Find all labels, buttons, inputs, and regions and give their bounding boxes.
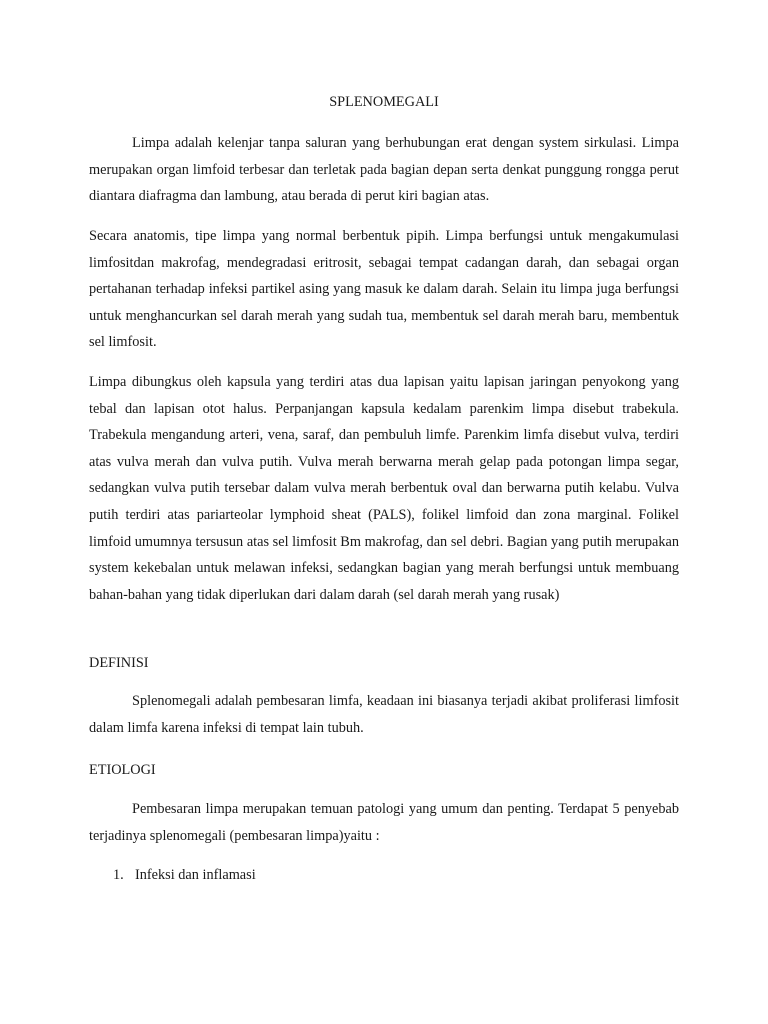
list-item: [113, 866, 256, 884]
heading-etiologi: ETIOLOGI: [89, 762, 156, 778]
paragraph-intro: Limpa adalah kelenjar tanpa saluran yang berhubungan erat dengan system sirkulasi. Limpa merupakan organ limfoid terbesar dan terletak pada bagian depan serta denkat punggung rongga perut diantara diafragma dan lambung, atau berada di perut kiri bagian atas.: [89, 135, 679, 205]
paragraph-anatomy: Secara anatomis, tipe limpa yang normal berbentuk pipih. Limpa berfungsi untuk mengakumulasi limfositdan makrofag, mendegradasi eritrosit, sebagai tempat cadangan darah, dan sebagai organ pertahanan terhadap infeksi partikel asing yang masuk ke dalam darah. Selain itu limpa juga berfungsi untuk menghancurkan sel darah merah yang sudah tua, membentuk sel darah merah baru, membentuk sel limfosit.: [89, 228, 679, 351]
list-item-number: 1.: [113, 867, 124, 883]
document-title: SPLENOMEGALI: [329, 94, 439, 110]
heading-definisi: DEFINISI: [89, 655, 149, 671]
paragraph-definisi: Splenomegali adalah pembesaran limfa, keadaan ini biasanya terjadi akibat proliferasi limfosit dalam limfa karena infeksi di tempat lain tubuh.: [89, 693, 679, 736]
paragraph-structure: Limpa dibungkus oleh kapsula yang terdiri atas dua lapisan yaitu lapisan jaringan penyokong yang tebal dan lapisan otot halus. Perpanjangan kapsula kedalam parenkim limpa disebut trabekula. Trabekula mengandung arteri, vena, saraf, dan pembuluh limfe. Parenkim limfa disebut vulva, terdiri atas vulva merah dan vulva putih. Vulva merah berwarna merah gelap pada potongan limpa segar, sedangkan vulva putih tersebar dalam vulva merah berbentuk oval dan berwarna putih kelabu. Vulva putih terdiri atas pariarteolar lymphoid sheat (PALS), folikel limfoid dan zona marginal. Folikel limfoid umumnya tersusun atas sel limfosit Bm makrofag, dan sel debri. Bagian yang putih merupakan system kekebalan untuk melawan infeksi, sedangkan bagian yang merah berfungsi untuk membuang bahan-bahan yang tidak diperlukan dari dalam darah (sel darah merah yang rusak): [89, 374, 679, 603]
list-item-text: Infeksi dan inflamasi: [135, 867, 256, 883]
paragraph-etiologi: Pembesaran limpa merupakan temuan patologi yang umum dan penting. Terdapat 5 penyebab terjadinya splenomegali (pembesaran limpa)yaitu :: [89, 801, 679, 844]
